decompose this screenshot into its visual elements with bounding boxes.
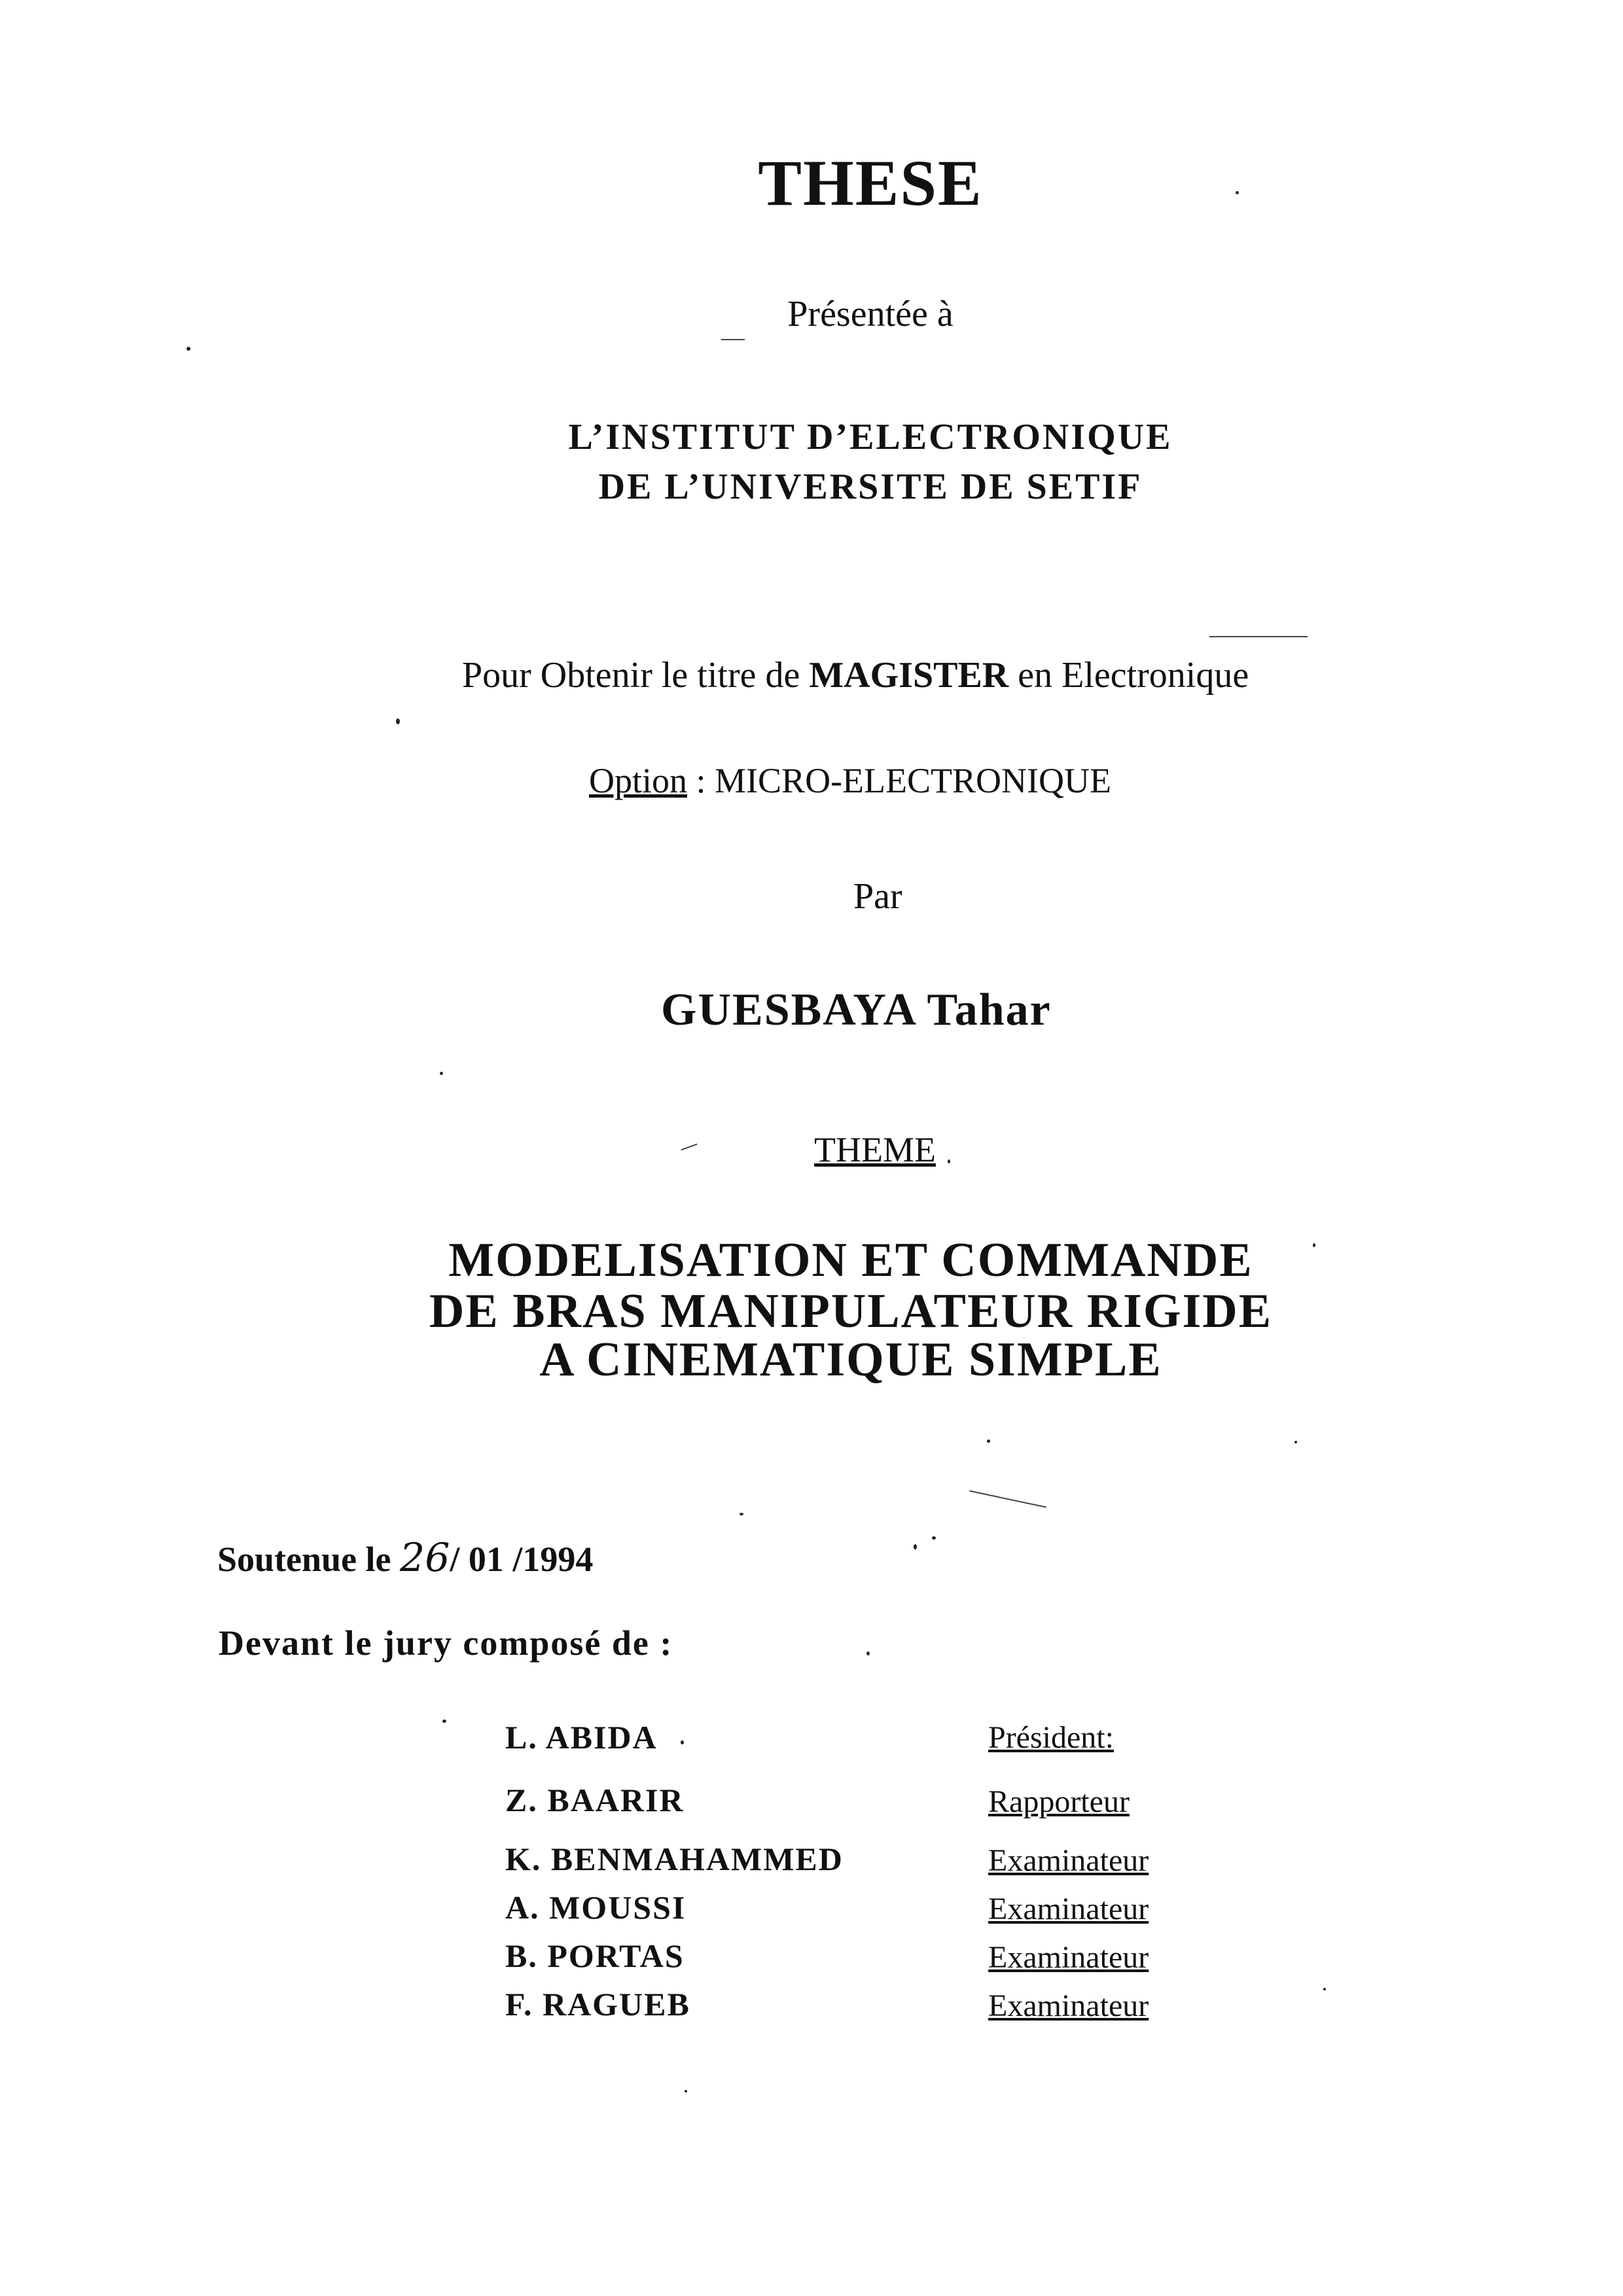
institution-line-1: L’INSTITUT D’ELECTRONIQUE bbox=[568, 417, 1173, 457]
scan-line bbox=[681, 1144, 697, 1151]
subject-line-3: A CINEMATIQUE SIMPLE bbox=[539, 1333, 1162, 1386]
by-label: Par bbox=[853, 876, 902, 917]
scan-line bbox=[969, 1491, 1046, 1508]
scan-speck bbox=[681, 1740, 684, 1744]
author-name: GUESBAYA Tahar bbox=[661, 985, 1052, 1035]
jury-member-name: K. BENMAHAMMED bbox=[505, 1841, 844, 1877]
scan-speck bbox=[440, 1072, 443, 1075]
scan-speck bbox=[1323, 1988, 1326, 1990]
defense-date-rest: / 01 /1994 bbox=[450, 1540, 594, 1579]
degree-title: MAGISTER bbox=[809, 655, 1009, 696]
option-line bbox=[589, 760, 1111, 801]
scan-line bbox=[721, 339, 745, 340]
jury-member-name: F. RAGUEB bbox=[505, 1986, 690, 2022]
scan-speck bbox=[1313, 1243, 1315, 1247]
jury-member-role: Rapporteur bbox=[988, 1784, 1130, 1819]
jury-member-name: B. PORTAS bbox=[505, 1937, 685, 1974]
defense-label: Soutenue le bbox=[217, 1540, 401, 1579]
scan-speck bbox=[1236, 191, 1239, 194]
option-separator: : bbox=[687, 761, 715, 800]
subject-line-1: MODELISATION ET COMMANDE bbox=[448, 1233, 1253, 1287]
scan-line bbox=[1209, 636, 1308, 637]
jury-member-role: Examinateur bbox=[988, 1988, 1149, 2023]
institution-line-2: DE L’UNIVERSITE DE SETIF bbox=[598, 467, 1143, 507]
subject-line-2: DE BRAS MANIPULATEUR RIGIDE bbox=[429, 1284, 1273, 1338]
jury-member-role: Examinateur bbox=[988, 1892, 1149, 1926]
jury-member-role: Examinateur bbox=[988, 1940, 1149, 1975]
scan-speck bbox=[866, 1651, 870, 1655]
scan-speck bbox=[396, 718, 400, 724]
scan-speck bbox=[987, 1439, 990, 1443]
scan-speck bbox=[932, 1536, 936, 1540]
scan-speck bbox=[740, 1513, 743, 1515]
scan-speck bbox=[914, 1544, 917, 1549]
jury-member-name: L. ABIDA bbox=[505, 1719, 658, 1756]
defense-date-line bbox=[217, 1535, 593, 1581]
option-value: MICRO-ELECTRONIQUE bbox=[715, 761, 1111, 800]
degree-suffix: en Electronique bbox=[1008, 655, 1249, 696]
jury-member-name: A. MOUSSI bbox=[505, 1889, 687, 1926]
document-heading: THESE bbox=[758, 147, 983, 219]
jury-member-role: Examinateur bbox=[988, 1843, 1149, 1878]
presented-to-label: Présentée à bbox=[787, 294, 954, 334]
scan-speck bbox=[442, 1720, 446, 1723]
option-label: Option bbox=[589, 761, 688, 800]
degree-prefix: Pour Obtenir le titre de bbox=[462, 655, 810, 696]
scan-speck bbox=[948, 1159, 950, 1163]
jury-member-role: Président: bbox=[988, 1720, 1114, 1755]
jury-member-name: Z. BAARIR bbox=[505, 1782, 685, 1818]
scan-speck bbox=[1294, 1441, 1297, 1443]
defense-day-handwritten: 26 bbox=[400, 1535, 450, 1581]
scan-speck bbox=[187, 347, 190, 351]
theme-label: THEME bbox=[814, 1130, 936, 1169]
jury-intro: Devant le jury composé de : bbox=[219, 1623, 673, 1663]
degree-line bbox=[462, 654, 1249, 696]
scan-speck bbox=[685, 2090, 687, 2093]
